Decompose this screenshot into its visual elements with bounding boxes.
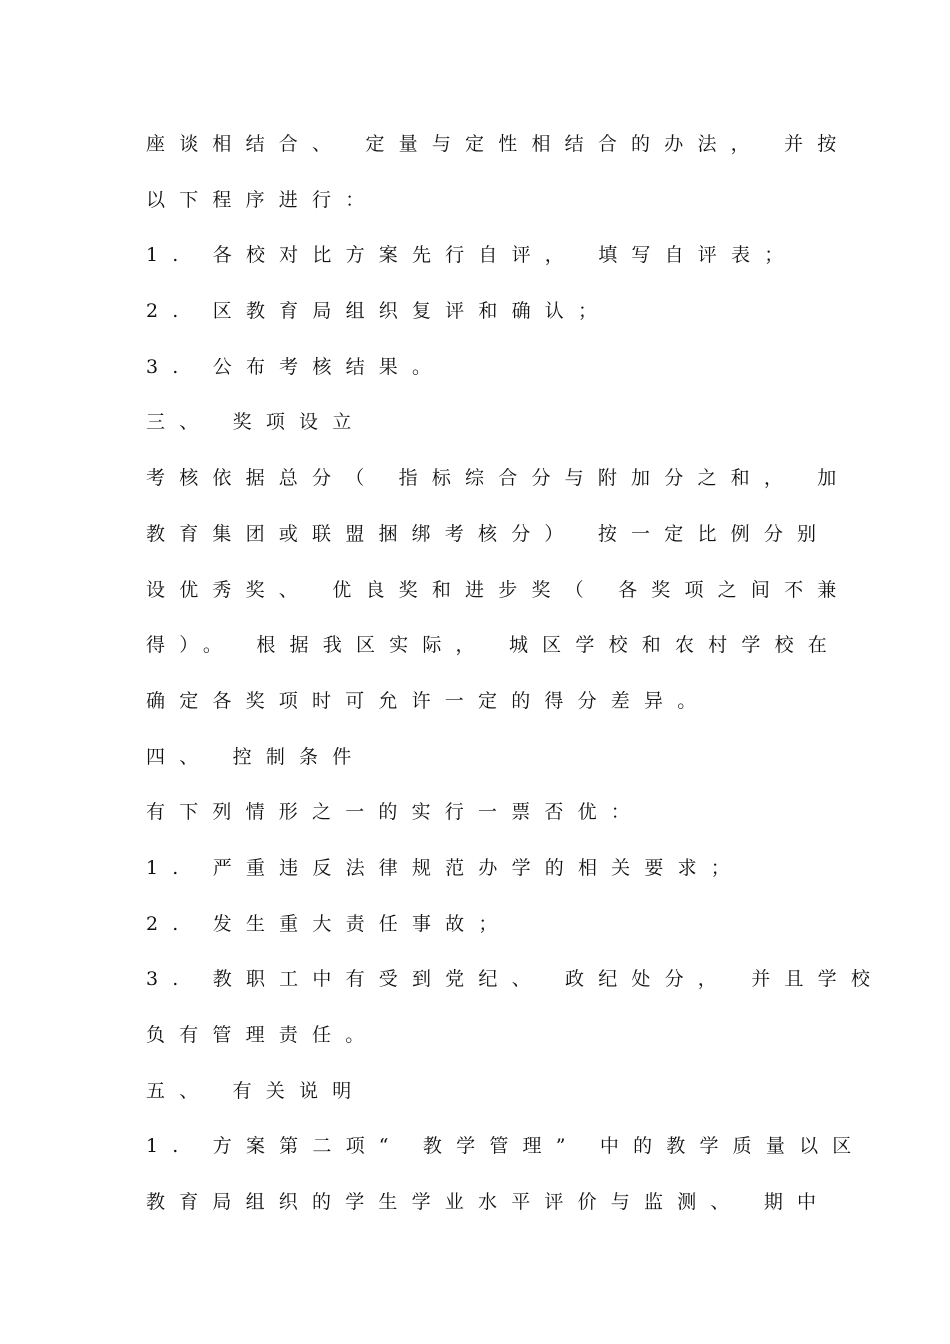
paragraph-line: 教育局组织的学生学业水平评价与监测、 期中 — [146, 1191, 831, 1214]
list-item: 1. 严重违反法律规范办学的相关要求； — [146, 856, 744, 879]
paragraph-line: 座谈相结合、 定量与定性相结合的办法， 并按 — [146, 133, 851, 155]
list-item: 2. 区教育局组织复评和确认； — [146, 300, 612, 323]
list-item: 1. 方案第二项“ 教学管理” 中的教学质量以区 — [146, 1135, 866, 1158]
paragraph-line: 教育集团或联盟捆绑考核分） 按一定比例分别 — [146, 522, 831, 545]
paragraph-line: 负有管理责任。 — [146, 1024, 379, 1046]
list-item: 3. 公布考核结果。 — [146, 355, 446, 378]
paragraph-line: 考核依据总分（ 指标综合分与附加分之和， 加 — [146, 467, 851, 490]
list-item: 2. 发生重大责任事故； — [146, 912, 512, 935]
paragraph-line: 确定各奖项时可允许一定的得分差异。 — [146, 689, 711, 712]
list-item: 1. 各校对比方案先行自评， 填写自评表； — [146, 244, 798, 267]
section-heading: 三、 奖项设立 — [146, 411, 366, 434]
paragraph-line: 设优秀奖、 优良奖和进步奖（ 各奖项之间不兼 — [146, 578, 851, 601]
paragraph-line: 以下程序进行： — [146, 188, 379, 211]
paragraph-line: 得）。 根据我区实际， 城区学校和农村学校在 — [146, 634, 841, 657]
paragraph-line: 有下列情形之一的实行一票否优： — [146, 801, 645, 824]
document-body — [146, 126, 885, 1240]
section-heading: 四、 控制条件 — [146, 745, 366, 768]
section-heading: 五、 有关说明 — [146, 1079, 366, 1102]
list-item: 3. 教职工中有受到党纪、 政纪处分， 并且学校 — [146, 968, 885, 991]
